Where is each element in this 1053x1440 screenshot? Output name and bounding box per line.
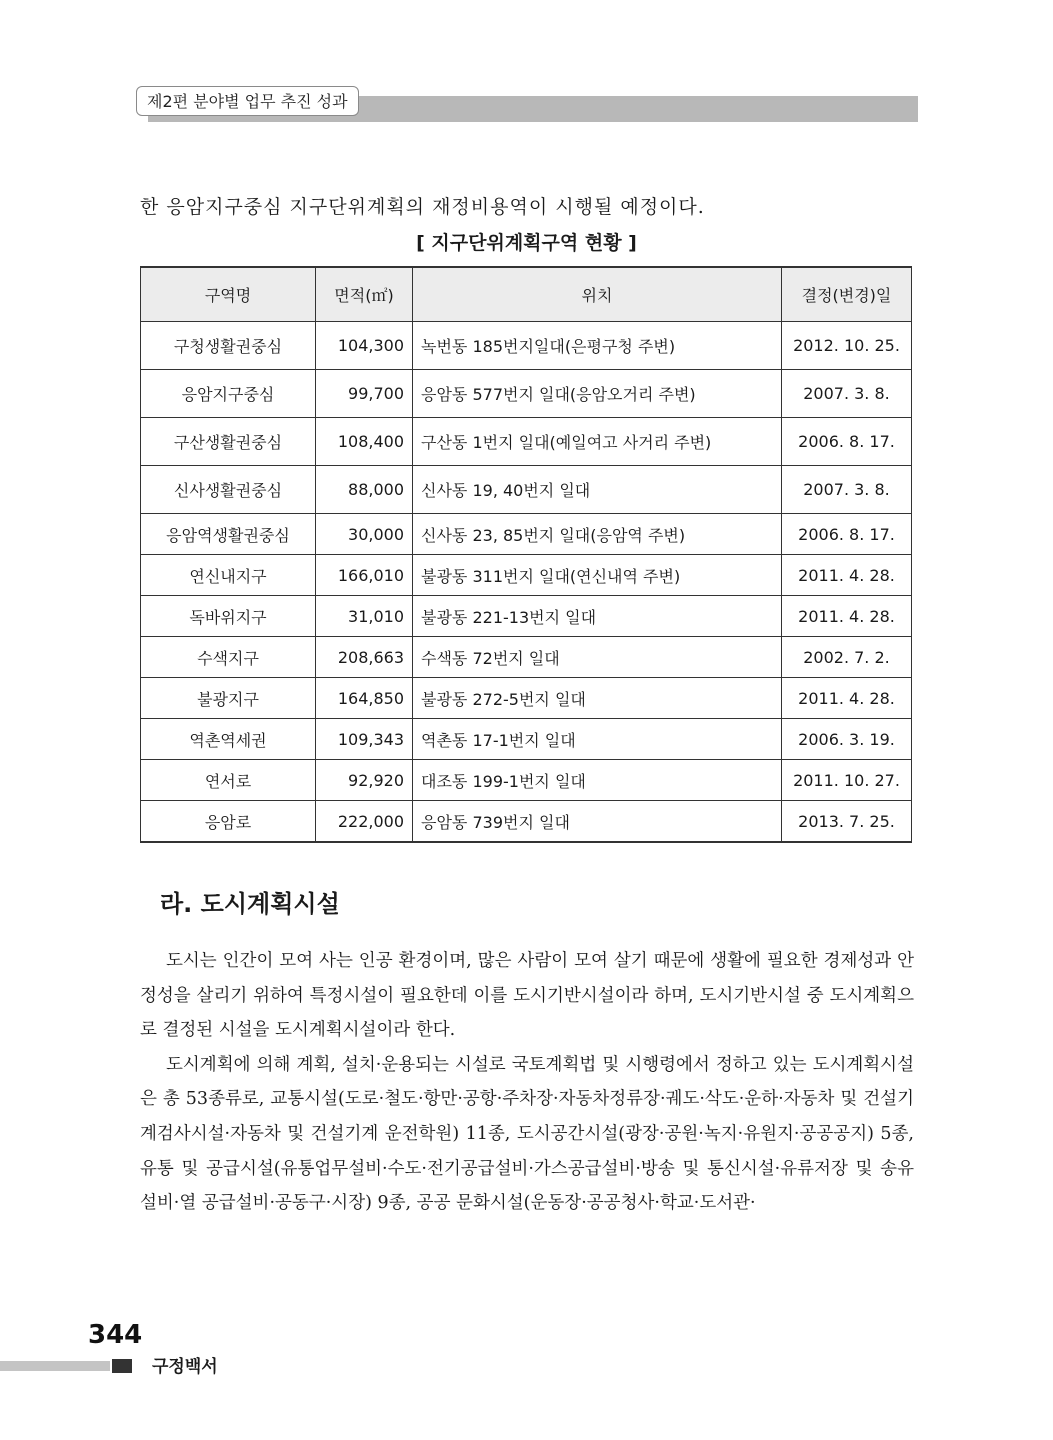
zone-area: 99,700 [316, 370, 413, 418]
zone-location: 대조동 199-1번지 일대 [413, 760, 782, 801]
footer-marker [112, 1359, 132, 1373]
table-row [141, 514, 912, 555]
section-heading: 라. 도시계획시설 [160, 890, 340, 918]
paragraph: 도시계획에 의해 계획, 설치·운용되는 시설로 국토계획법 및 시행령에서 정하고 있는 도시계획시설은 총 53종류로, 교통시설(도로·철도·항만·공항·주차장·자동차정류장·궤도·삭도·운하·자동차 및 건설기계검사시설·자동차 및 건설기계 운전학원) 11종, 도시공간시설(광장·공원·녹지·유원지·공공공지) 5종, 유통 및 공급시설(유통업무설비·수도·전기공급설비·가스공급설비·방송 및 통신시설·유류저장 및 송유설비·열 공급설비·공동구·시장) 9종, 공공 문화시설(운동장·공공청사·학교·도서관· [140, 1054, 914, 1214]
zone-date: 2006. 8. 17. [782, 514, 912, 555]
zone-date: 2007. 3. 8. [782, 466, 912, 514]
zone-date: 2006. 3. 19. [782, 719, 912, 760]
zone-date: 2011. 4. 28. [782, 596, 912, 637]
zone-date: 2011. 10. 27. [782, 760, 912, 801]
zone-date: 2006. 8. 17. [782, 418, 912, 466]
zone-name: 구산생활권중심 [141, 418, 316, 466]
zone-date: 2007. 3. 8. [782, 370, 912, 418]
table-row [141, 555, 912, 596]
zone-name: 독바위지구 [141, 596, 316, 637]
column-header-location: 위치 [413, 267, 782, 322]
footer-bar [0, 1361, 110, 1371]
zone-name: 신사생활권중심 [141, 466, 316, 514]
zone-date: 2002. 7. 2. [782, 637, 912, 678]
table-row [141, 678, 912, 719]
column-header-name: 구역명 [141, 267, 316, 322]
table-row [141, 466, 912, 514]
section-title: 제2편 분야별 업무 추진 성과 [136, 86, 359, 116]
zone-location: 응암동 577번지 일대(응암오거리 주변) [413, 370, 782, 418]
table-row [141, 637, 912, 678]
zone-area: 208,663 [316, 637, 413, 678]
footer-label: 구정백서 [152, 1357, 218, 1377]
table-row [141, 596, 912, 637]
zone-area: 92,920 [316, 760, 413, 801]
table-row [141, 801, 912, 843]
zone-area: 108,400 [316, 418, 413, 466]
zone-location: 신사동 19, 40번지 일대 [413, 466, 782, 514]
zone-location: 응암동 739번지 일대 [413, 801, 782, 843]
zone-area: 166,010 [316, 555, 413, 596]
zone-location: 역촌동 17-1번지 일대 [413, 719, 782, 760]
column-header-date: 결정(변경)일 [782, 267, 912, 322]
zone-date: 2011. 4. 28. [782, 678, 912, 719]
zone-name: 수색지구 [141, 637, 316, 678]
table-row [141, 719, 912, 760]
zone-date: 2011. 4. 28. [782, 555, 912, 596]
paragraph: 도시는 인간이 모여 사는 인공 환경이며, 많은 사람이 모여 살기 때문에 생활에 필요한 경제성과 안정성을 살리기 위하여 특정시설이 필요한데 이를 도시기반시설이라 하며, 도시기반시설 중 도시계획으로 결정된 시설을 도시계획시설이라 한다. [140, 951, 914, 1041]
zone-name: 연신내지구 [141, 555, 316, 596]
table-row [141, 370, 912, 418]
zone-date: 2013. 7. 25. [782, 801, 912, 843]
table-row [141, 418, 912, 466]
zone-area: 164,850 [316, 678, 413, 719]
zone-location: 불광동 272-5번지 일대 [413, 678, 782, 719]
zone-area: 31,010 [316, 596, 413, 637]
zone-table [140, 266, 912, 843]
zone-name: 구청생활권중심 [141, 322, 316, 370]
zone-name: 응암지구중심 [141, 370, 316, 418]
zone-name: 응암역생활권중심 [141, 514, 316, 555]
zone-area: 88,000 [316, 466, 413, 514]
zone-location: 구산동 1번지 일대(예일여고 사거리 주변) [413, 418, 782, 466]
zone-location: 신사동 23, 85번지 일대(응암역 주변) [413, 514, 782, 555]
zone-area: 222,000 [316, 801, 413, 843]
zone-area: 104,300 [316, 322, 413, 370]
table-row [141, 760, 912, 801]
table-header-row [141, 267, 912, 322]
zone-name: 응암로 [141, 801, 316, 843]
column-header-area: 면적(㎡) [316, 267, 413, 322]
table-row [141, 322, 912, 370]
body-text [140, 944, 914, 1221]
zone-name: 불광지구 [141, 678, 316, 719]
zone-location: 녹번동 185번지일대(은평구청 주변) [413, 322, 782, 370]
zone-date: 2012. 10. 25. [782, 322, 912, 370]
page-number: 344 [88, 1320, 143, 1350]
zone-location: 불광동 221-13번지 일대 [413, 596, 782, 637]
zone-name: 연서로 [141, 760, 316, 801]
zone-area: 109,343 [316, 719, 413, 760]
zone-area: 30,000 [316, 514, 413, 555]
intro-line: 한 응암지구중심 지구단위계획의 재정비용역이 시행될 예정이다. [140, 196, 705, 218]
zone-name: 역촌역세권 [141, 719, 316, 760]
table-title: [ 지구단위계획구역 현황 ] [416, 232, 637, 254]
zone-location: 수색동 72번지 일대 [413, 637, 782, 678]
zone-location: 불광동 311번지 일대(연신내역 주변) [413, 555, 782, 596]
